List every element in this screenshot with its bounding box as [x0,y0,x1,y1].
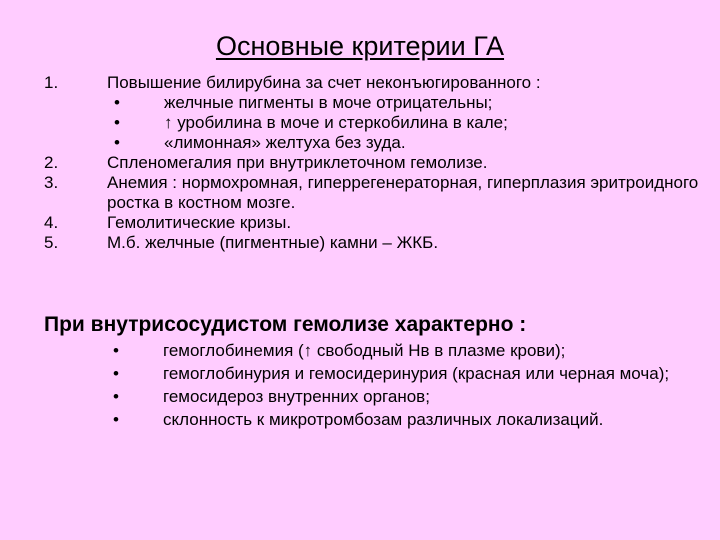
criterion-text: Анемия : нормохромная, гиперрегенераторная, гиперплазия эритроидного ростка в костном мозге. [107,173,699,212]
criterion-number: 1. [44,73,59,92]
intravascular-item [113,364,703,384]
criterion-1-bullet-item [44,113,704,133]
slide-title: Основные критерии ГА [215,31,505,61]
bullet-text: желчные пигменты в моче отрицательны; [164,93,493,112]
bullet-icon: • [114,113,120,132]
intravascular-item [113,387,703,407]
criterion-number: 5. [44,233,59,252]
criteria-list [44,73,704,253]
bullet-icon: • [114,133,120,152]
bullet-icon: • [114,93,120,112]
bullet-icon: • [113,364,119,383]
criterion-item-4 [44,213,704,233]
bullet-icon: • [113,387,119,406]
bullet-icon: • [113,341,119,360]
criterion-text: Повышение билирубина за счет неконъюгированного : [107,73,541,92]
intravascular-item-text: гемоглобинемия (↑ свободный Нв в плазме крови); [163,341,566,360]
bullet-text: ↑ уробилина в моче и стеркобилина в кале; [164,113,508,132]
bullet-text: «лимонная» желтуха без зуда. [164,133,406,152]
criterion-text: М.б. желчные (пигментные) камни – ЖКБ. [107,233,439,252]
criterion-number: 2. [44,153,59,172]
intravascular-heading: При внутрисосудистом гемолизе характерно : [44,313,527,336]
criterion-item-3 [44,173,704,213]
criterion-number: 3. [44,173,59,192]
bullet-icon: • [113,410,119,429]
intravascular-list [113,341,703,433]
criterion-number: 4. [44,213,59,232]
criterion-text: Спленомегалия при внутриклеточном гемолизе. [107,153,488,172]
intravascular-item-text: гемосидероз внутренних органов; [163,387,430,406]
criterion-item-2 [44,153,704,173]
criterion-item-1 [44,73,704,93]
criterion-1-bullet-item [44,93,704,113]
intravascular-item-text: гемоглобинурия и гемосидеринурия (красная или черная моча); [163,364,670,383]
intravascular-item [113,410,703,430]
criterion-1-bullet-item [44,133,704,153]
criterion-text: Гемолитические кризы. [107,213,292,232]
criterion-item-5 [44,233,704,253]
intravascular-item [113,341,703,361]
intravascular-item-text: склонность к микротромбозам различных локализаций. [163,410,604,429]
